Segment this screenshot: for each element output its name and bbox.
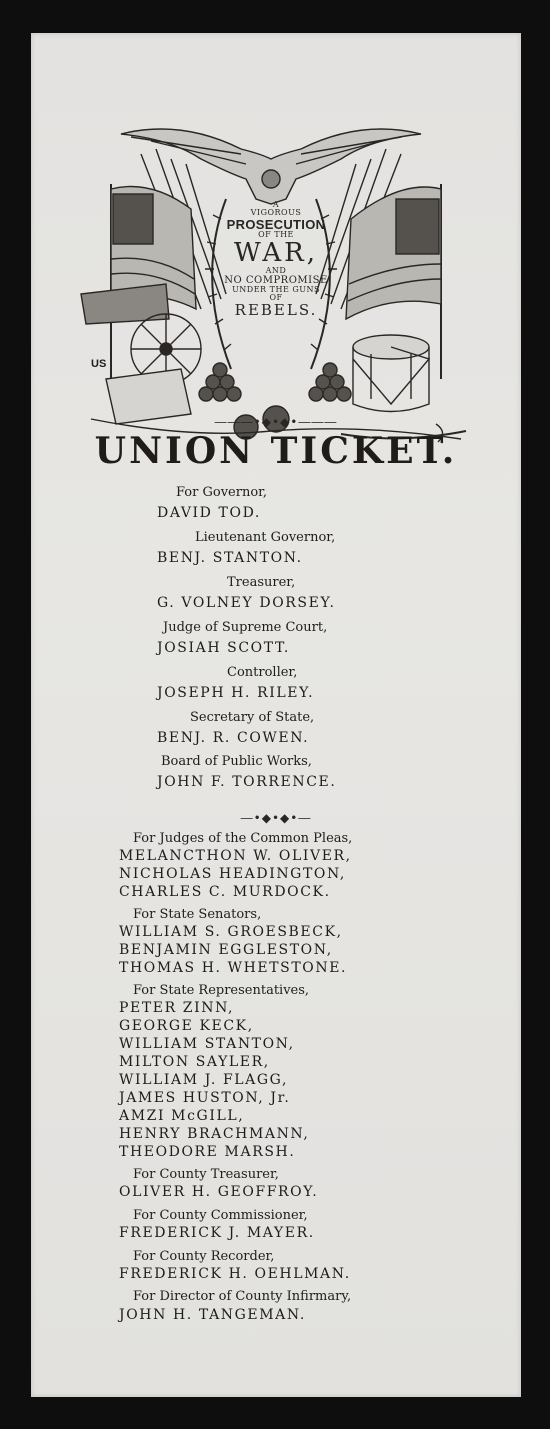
office-label: Treasurer, <box>227 575 296 590</box>
candidate-name: WILLIAM S. GROESBECK, <box>119 924 343 940</box>
candidate-name: AMZI McGILL, <box>119 1108 245 1124</box>
candidate-name: MELANCTHON W. OLIVER, <box>119 848 352 864</box>
candidate-name: GEORGE KECK, <box>119 1018 254 1034</box>
candidate-name: MILTON SAYLER, <box>119 1054 270 1070</box>
motto-under-the-guns: UNDER THE GUNS <box>232 285 320 294</box>
office-label: For Judges of the Common Pleas, <box>133 831 353 846</box>
drum-label: US <box>91 358 107 370</box>
ornamental-divider-middle: ―•◆•◆•― <box>240 811 312 825</box>
motto-war: WAR, <box>233 237 319 268</box>
motto-no-compromise: NO COMPROMISE <box>224 274 328 286</box>
motto-rebels: REBELS. <box>234 300 318 319</box>
candidate-name: JOSEPH H. RILEY. <box>157 685 315 701</box>
candidate-name: BENJAMIN EGGLESTON, <box>119 942 333 958</box>
candidate-name: WILLIAM J. FLAGG, <box>119 1072 289 1088</box>
office-label: For Governor, <box>176 485 268 500</box>
office-label: Secretary of State, <box>190 710 315 725</box>
candidate-name: NICHOLAS HEADINGTON, <box>119 866 346 882</box>
office-label: Judge of Supreme Court, <box>163 620 328 635</box>
motto-of: OF <box>269 293 283 303</box>
candidate-name: THEODORE MARSH. <box>119 1144 296 1160</box>
emblem-motto <box>201 201 351 319</box>
ornamental-divider-top: ―――•◆•◆•――― <box>214 415 338 429</box>
candidate-name: BENJ. STANTON. <box>157 550 303 566</box>
office-label: For State Senators, <box>133 907 262 922</box>
candidate-name: DAVID TOD. <box>157 505 261 521</box>
office-label: Controller, <box>227 665 298 680</box>
candidate-name: JOSIAH SCOTT. <box>157 640 290 656</box>
office-label: For Director of County Infirmary, <box>133 1289 352 1304</box>
candidate-name: BENJ. R. COWEN. <box>157 730 310 746</box>
candidate-name: OLIVER H. GEOFFROY. <box>119 1184 319 1200</box>
motto-prosecution: PROSECUTION <box>226 216 326 232</box>
candidate-name: PETER ZINN, <box>119 1000 235 1016</box>
office-label: Board of Public Works, <box>161 754 312 769</box>
candidate-name: WILLIAM STANTON, <box>119 1036 295 1052</box>
office-label: For County Recorder, <box>133 1249 275 1264</box>
ballot-ticket <box>31 33 521 1397</box>
motto-a: A <box>272 200 280 209</box>
office-label: For State Representatives, <box>133 983 310 998</box>
office-label: Lieutenant Governor, <box>195 530 336 545</box>
motto-of-the: OF THE <box>258 230 294 240</box>
candidate-name: G. VOLNEY DORSEY. <box>157 595 336 611</box>
ticket-title: UNION TICKET. <box>94 430 458 472</box>
office-label: For County Treasurer, <box>133 1167 279 1182</box>
candidate-name: JOHN F. TORRENCE. <box>157 774 337 790</box>
candidate-name: CHARLES C. MURDOCK. <box>119 884 331 900</box>
candidate-name: JAMES HUSTON, Jr. <box>119 1090 291 1106</box>
candidate-name: FREDERICK J. MAYER. <box>119 1225 315 1241</box>
candidate-name: FREDERICK H. OEHLMAN. <box>119 1266 351 1282</box>
motto-vigorous: VIGOROUS <box>250 208 302 218</box>
candidate-name: JOHN H. TANGEMAN. <box>119 1307 306 1323</box>
candidate-name: THOMAS H. WHETSTONE. <box>119 960 348 976</box>
office-label: For County Commissioner, <box>133 1208 308 1223</box>
candidate-name: HENRY BRACHMANN, <box>119 1126 310 1142</box>
motto-and: AND <box>265 266 287 276</box>
